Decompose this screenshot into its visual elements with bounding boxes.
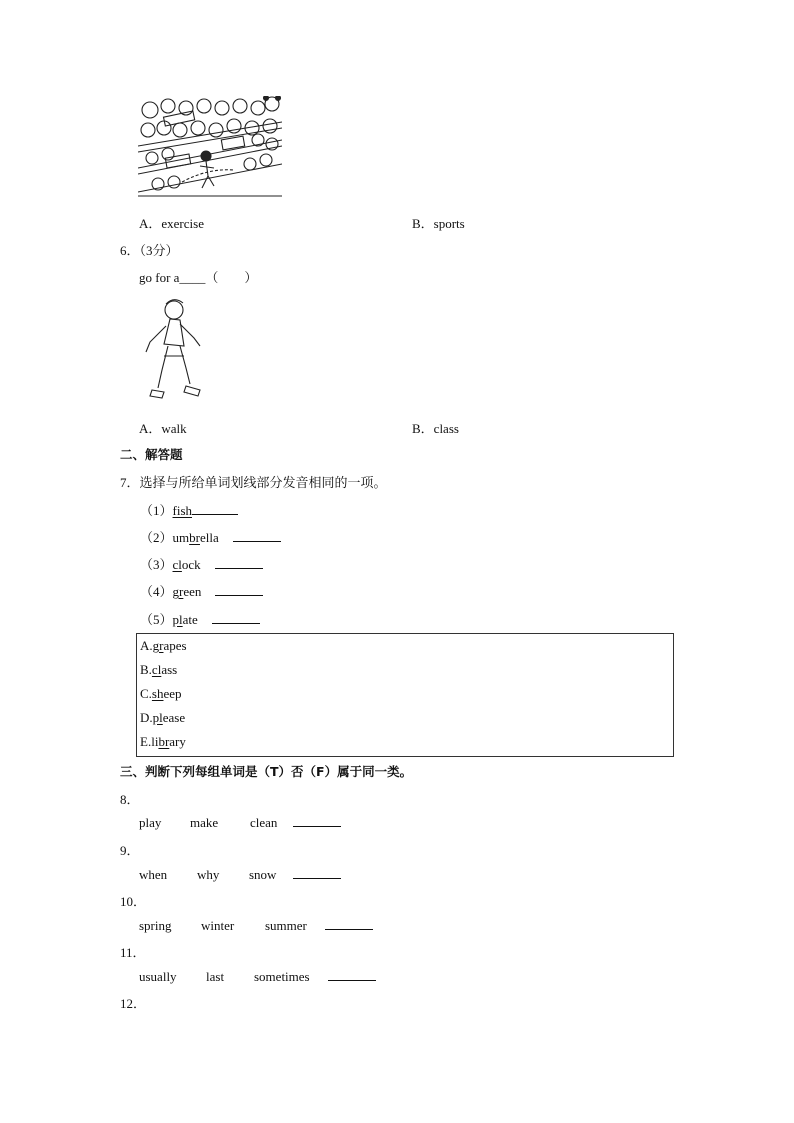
- choice-e[interactable]: [140, 734, 186, 750]
- item-word-underlined: br: [189, 530, 200, 545]
- choice-post: eep: [163, 686, 182, 701]
- q8-word-2: make: [190, 815, 219, 830]
- answer-blank[interactable]: [215, 583, 263, 596]
- choice-post: apes: [163, 638, 187, 653]
- q10-number: 10．: [120, 894, 147, 909]
- sports-crowd-illustration: [138, 96, 282, 200]
- item-label: （3）: [140, 557, 173, 572]
- q6-number: 6．（3分）: [120, 243, 179, 258]
- item-word-underlined: cl: [172, 557, 182, 572]
- q6-option-b[interactable]: B．class: [412, 421, 459, 436]
- choice-post: ary: [169, 734, 186, 749]
- q9-word-2: why: [197, 867, 220, 882]
- item-label: （4）: [140, 584, 173, 599]
- q8-words: [139, 814, 341, 831]
- choice-pre: li: [151, 734, 159, 749]
- item-word-post: een: [183, 584, 202, 599]
- choice-underlined: gr: [152, 638, 164, 653]
- item-word-underlined: fish: [172, 503, 193, 518]
- q11-number: 11．: [120, 945, 146, 960]
- answer-blank[interactable]: [212, 611, 260, 624]
- q9-number: 9．: [120, 843, 140, 858]
- item-label: （2）: [140, 530, 173, 545]
- choice-underlined: pl: [152, 710, 163, 725]
- choice-post: ass: [161, 662, 178, 677]
- choice-letter: A.: [140, 638, 153, 653]
- choice-c[interactable]: [140, 686, 182, 702]
- q12-number: 12．: [120, 996, 147, 1011]
- q11-answer-blank[interactable]: [328, 968, 376, 981]
- q10-word-1: spring: [139, 918, 172, 933]
- item-label: （5）: [140, 612, 173, 627]
- q7-stem: [120, 472, 387, 491]
- walking-boy-illustration: [140, 296, 210, 406]
- q9-word-1: when: [139, 867, 168, 882]
- q9-word-3: snow: [249, 867, 277, 882]
- item-label: （1）: [140, 503, 173, 518]
- q10-answer-blank[interactable]: [325, 917, 373, 930]
- choice-letter: D.: [140, 710, 153, 725]
- q6-stem: go for a____（ ）: [139, 270, 258, 285]
- q5-option-b[interactable]: B．sports: [412, 216, 465, 231]
- choice-post: ease: [162, 710, 186, 725]
- q9-words: [139, 866, 341, 883]
- choice-underlined: sh: [151, 686, 164, 701]
- choice-letter: C.: [140, 686, 152, 701]
- q11-word-2: last: [206, 969, 225, 984]
- choice-b[interactable]: [140, 662, 177, 678]
- section3-title: 三、判断下列每组单词是（T）否（F）属于同一类。: [120, 764, 413, 779]
- q7-item-5: [140, 609, 260, 628]
- item-word-post: ate: [182, 612, 198, 627]
- q7-number: 7．: [120, 475, 140, 490]
- q10-words: [139, 917, 373, 934]
- q7-item-3: [140, 554, 263, 573]
- item-word-underlined: gr: [172, 584, 184, 599]
- q11-words: [139, 968, 376, 985]
- q8-number: 8．: [120, 792, 140, 807]
- choice-a[interactable]: [140, 638, 187, 654]
- q7-item-4: [140, 581, 263, 600]
- answer-blank[interactable]: [192, 502, 238, 515]
- q8-answer-blank[interactable]: [293, 814, 341, 827]
- choice-underlined: br: [158, 734, 170, 749]
- q11-word-3: sometimes: [254, 969, 310, 984]
- q8-word-3: clean: [250, 815, 278, 830]
- q7-text: 选择与所给单词划线部分发音相同的一项。: [139, 475, 387, 490]
- choice-letter: E.: [140, 734, 152, 749]
- q9-answer-blank[interactable]: [293, 866, 341, 879]
- choice-underlined: cl: [151, 662, 162, 677]
- section2-title: 二、解答题: [120, 447, 183, 462]
- q5-option-a[interactable]: A．exercise: [139, 216, 204, 231]
- q7-item-2: [140, 527, 281, 546]
- item-word-post: ella: [199, 530, 219, 545]
- item-word-post: ock: [181, 557, 201, 572]
- answer-blank[interactable]: [233, 529, 281, 542]
- q10-word-3: summer: [265, 918, 307, 933]
- choice-d[interactable]: [140, 710, 185, 726]
- q11-word-1: usually: [139, 969, 177, 984]
- item-word-underlined: pl: [172, 612, 183, 627]
- choice-letter: B.: [140, 662, 152, 677]
- answer-blank[interactable]: [215, 556, 263, 569]
- q10-word-2: winter: [201, 918, 235, 933]
- q7-item-1: [140, 500, 238, 519]
- q7-choices-box: [136, 633, 674, 757]
- q8-word-1: play: [139, 815, 162, 830]
- q6-option-a[interactable]: A．walk: [139, 421, 187, 436]
- item-word-pre: um: [172, 530, 190, 545]
